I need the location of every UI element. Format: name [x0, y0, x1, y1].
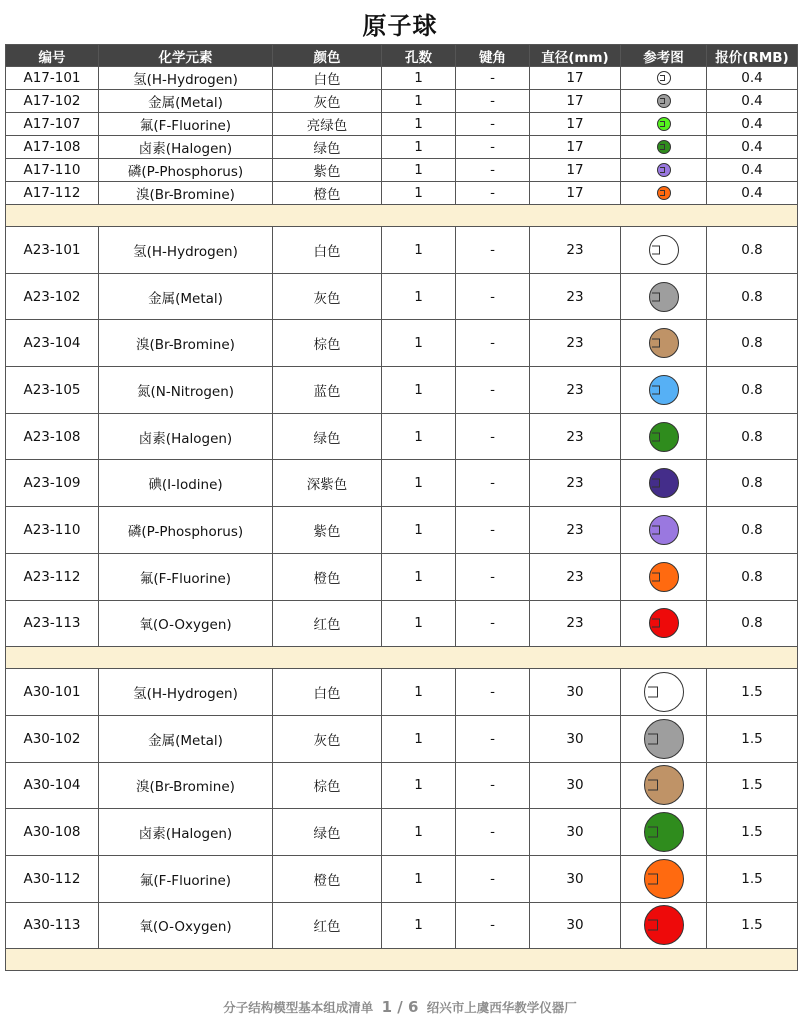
atom-ball-icon [649, 375, 679, 405]
cell-element: 磷(P-Phosphorus) [99, 507, 273, 554]
ball-hole-icon [652, 339, 660, 348]
table-row [6, 159, 798, 182]
cell-code: A23-109 [6, 460, 99, 507]
cell-holes: 1 [382, 273, 456, 320]
cell-diameter: 30 [530, 855, 621, 902]
table-row [6, 90, 798, 113]
table-row [6, 669, 798, 716]
ball-hole-icon [648, 733, 658, 744]
cell-element: 卤素(Halogen) [99, 413, 273, 460]
cell-price: 1.5 [707, 762, 798, 809]
cell-bond-angle: - [456, 227, 530, 274]
cell-price: 0.8 [707, 227, 798, 274]
cell-color-name: 紫色 [273, 507, 382, 554]
cell-color-name: 红色 [273, 600, 382, 647]
cell-color-name: 橙色 [273, 855, 382, 902]
atom-ball-icon [657, 186, 671, 200]
cell-holes: 1 [382, 902, 456, 949]
cell-color-name: 棕色 [273, 762, 382, 809]
cell-holes: 1 [382, 182, 456, 205]
cell-price: 0.4 [707, 90, 798, 113]
cell-bond-angle: - [456, 762, 530, 809]
atom-ball-icon [644, 719, 684, 759]
cell-bond-angle: - [456, 460, 530, 507]
cell-color-name: 橙色 [273, 182, 382, 205]
header-code: 编号 [6, 45, 99, 67]
cell-element: 卤素(Halogen) [99, 809, 273, 856]
cell-diameter: 30 [530, 809, 621, 856]
table-row [6, 507, 798, 554]
ball-hole-icon [652, 479, 660, 488]
cell-bond-angle: - [456, 902, 530, 949]
ball-hole-icon [648, 687, 658, 698]
cell-code: A30-104 [6, 762, 99, 809]
cell-reference-image [621, 159, 707, 182]
cell-element: 氧(O-Oxygen) [99, 600, 273, 647]
table-row [6, 902, 798, 949]
cell-bond-angle: - [456, 715, 530, 762]
cell-reference-image [621, 600, 707, 647]
cell-holes: 1 [382, 90, 456, 113]
cell-element: 氮(N-Nitrogen) [99, 367, 273, 414]
table-row [6, 460, 798, 507]
cell-code: A23-105 [6, 367, 99, 414]
cell-element: 氢(H-Hydrogen) [99, 67, 273, 90]
cell-diameter: 17 [530, 113, 621, 136]
cell-element: 磷(P-Phosphorus) [99, 159, 273, 182]
ball-hole-icon [652, 572, 660, 581]
cell-element: 氟(F-Fluorine) [99, 855, 273, 902]
cell-color-name: 白色 [273, 67, 382, 90]
ball-hole-icon [660, 144, 665, 150]
footer-manufacturer: 绍兴市上虞西华教学仪器厂 [426, 1000, 577, 1015]
cell-code: A17-112 [6, 182, 99, 205]
cell-bond-angle: - [456, 320, 530, 367]
cell-color-name: 橙色 [273, 553, 382, 600]
atom-ball-table [5, 44, 798, 971]
cell-code: A23-102 [6, 273, 99, 320]
atom-ball-icon [649, 608, 679, 638]
cell-reference-image [621, 413, 707, 460]
group-separator-row [6, 647, 798, 669]
table-row [6, 600, 798, 647]
cell-price: 0.8 [707, 367, 798, 414]
ball-hole-icon [660, 75, 665, 81]
atom-ball-icon [649, 422, 679, 452]
table-header-row [6, 45, 798, 67]
cell-code: A23-112 [6, 553, 99, 600]
cell-element: 氢(H-Hydrogen) [99, 227, 273, 274]
table-row [6, 855, 798, 902]
ball-hole-icon [652, 619, 660, 628]
cell-holes: 1 [382, 553, 456, 600]
cell-reference-image [621, 507, 707, 554]
cell-price: 1.5 [707, 715, 798, 762]
cell-price: 1.5 [707, 669, 798, 716]
cell-price: 1.5 [707, 855, 798, 902]
atom-ball-icon [644, 905, 684, 945]
cell-price: 0.4 [707, 67, 798, 90]
cell-code: A17-107 [6, 113, 99, 136]
cell-color-name: 白色 [273, 227, 382, 274]
ball-hole-icon [652, 525, 660, 534]
cell-code: A30-112 [6, 855, 99, 902]
cell-color-name: 绿色 [273, 136, 382, 159]
cell-code: A23-108 [6, 413, 99, 460]
atom-ball-icon [649, 282, 679, 312]
cell-price: 0.8 [707, 600, 798, 647]
cell-bond-angle: - [456, 553, 530, 600]
table-body [6, 67, 798, 971]
cell-color-name: 白色 [273, 669, 382, 716]
cell-element: 卤素(Halogen) [99, 136, 273, 159]
cell-diameter: 30 [530, 902, 621, 949]
table-row [6, 762, 798, 809]
cell-price: 0.4 [707, 113, 798, 136]
cell-bond-angle: - [456, 413, 530, 460]
header-holes: 孔数 [382, 45, 456, 67]
cell-reference-image [621, 553, 707, 600]
group-separator-row [6, 205, 798, 227]
cell-diameter: 23 [530, 600, 621, 647]
cell-holes: 1 [382, 507, 456, 554]
cell-holes: 1 [382, 67, 456, 90]
atom-ball-icon [644, 672, 684, 712]
cell-bond-angle: - [456, 136, 530, 159]
cell-reference-image [621, 669, 707, 716]
cell-holes: 1 [382, 762, 456, 809]
cell-holes: 1 [382, 413, 456, 460]
cell-diameter: 17 [530, 90, 621, 113]
ball-hole-icon [648, 920, 658, 931]
header-bond-angle: 键角 [456, 45, 530, 67]
cell-element: 氧(O-Oxygen) [99, 902, 273, 949]
cell-holes: 1 [382, 600, 456, 647]
cell-code: A30-113 [6, 902, 99, 949]
cell-reference-image [621, 809, 707, 856]
cell-element: 碘(I-Iodine) [99, 460, 273, 507]
cell-price: 0.8 [707, 460, 798, 507]
cell-diameter: 17 [530, 159, 621, 182]
cell-reference-image [621, 136, 707, 159]
cell-code: A17-102 [6, 90, 99, 113]
cell-reference-image [621, 367, 707, 414]
atom-ball-icon [657, 117, 671, 131]
cell-code: A30-101 [6, 669, 99, 716]
table-row [6, 320, 798, 367]
cell-reference-image [621, 67, 707, 90]
cell-diameter: 30 [530, 669, 621, 716]
cell-color-name: 紫色 [273, 159, 382, 182]
cell-element: 溴(Br-Bromine) [99, 182, 273, 205]
ball-hole-icon [648, 873, 658, 884]
cell-price: 1.5 [707, 809, 798, 856]
cell-reference-image [621, 320, 707, 367]
cell-diameter: 30 [530, 715, 621, 762]
table-row [6, 113, 798, 136]
atom-ball-icon [649, 235, 679, 265]
footer-page-number: 1 / 6 [381, 998, 419, 1016]
cell-price: 0.8 [707, 507, 798, 554]
cell-code: A30-108 [6, 809, 99, 856]
cell-diameter: 17 [530, 67, 621, 90]
cell-reference-image [621, 227, 707, 274]
cell-element: 金属(Metal) [99, 90, 273, 113]
ball-hole-icon [652, 245, 660, 254]
atom-ball-icon [657, 94, 671, 108]
cell-reference-image [621, 273, 707, 320]
cell-code: A17-101 [6, 67, 99, 90]
header-element: 化学元素 [99, 45, 273, 67]
table-row [6, 227, 798, 274]
separator-cell [6, 647, 798, 669]
cell-diameter: 23 [530, 413, 621, 460]
cell-reference-image [621, 182, 707, 205]
cell-bond-angle: - [456, 507, 530, 554]
cell-holes: 1 [382, 159, 456, 182]
cell-diameter: 23 [530, 460, 621, 507]
cell-holes: 1 [382, 113, 456, 136]
cell-reference-image [621, 715, 707, 762]
cell-price: 0.8 [707, 320, 798, 367]
ball-hole-icon [660, 98, 665, 104]
cell-reference-image [621, 762, 707, 809]
cell-color-name: 红色 [273, 902, 382, 949]
ball-hole-icon [660, 190, 665, 196]
cell-holes: 1 [382, 669, 456, 716]
cell-price: 0.4 [707, 136, 798, 159]
header-reference-image: 参考图 [621, 45, 707, 67]
atom-ball-icon [657, 140, 671, 154]
cell-diameter: 17 [530, 136, 621, 159]
cell-color-name: 灰色 [273, 715, 382, 762]
cell-bond-angle: - [456, 367, 530, 414]
cell-price: 0.4 [707, 182, 798, 205]
cell-holes: 1 [382, 136, 456, 159]
atom-ball-icon [644, 859, 684, 899]
header-price: 报价(RMB) [707, 45, 798, 67]
cell-reference-image [621, 90, 707, 113]
cell-element: 溴(Br-Bromine) [99, 320, 273, 367]
cell-color-name: 绿色 [273, 809, 382, 856]
page-title: 原子球 [362, 12, 438, 40]
cell-color-name: 棕色 [273, 320, 382, 367]
atom-ball-icon [649, 328, 679, 358]
cell-code: A23-101 [6, 227, 99, 274]
cell-code: A23-104 [6, 320, 99, 367]
cell-element: 氟(F-Fluorine) [99, 553, 273, 600]
table-row [6, 67, 798, 90]
table-row [6, 273, 798, 320]
cell-code: A30-102 [6, 715, 99, 762]
cell-diameter: 23 [530, 367, 621, 414]
cell-diameter: 30 [530, 762, 621, 809]
atom-ball-icon [649, 515, 679, 545]
group-separator-row [6, 949, 798, 971]
cell-color-name: 灰色 [273, 273, 382, 320]
cell-bond-angle: - [456, 669, 530, 716]
table-row [6, 182, 798, 205]
cell-holes: 1 [382, 227, 456, 274]
table-row [6, 367, 798, 414]
cell-element: 氟(F-Fluorine) [99, 113, 273, 136]
cell-code: A17-110 [6, 159, 99, 182]
cell-price: 0.8 [707, 273, 798, 320]
cell-element: 氢(H-Hydrogen) [99, 669, 273, 716]
cell-bond-angle: - [456, 273, 530, 320]
ball-hole-icon [660, 121, 665, 127]
header-color: 颜色 [273, 45, 382, 67]
table-row [6, 553, 798, 600]
cell-color-name: 亮绿色 [273, 113, 382, 136]
cell-holes: 1 [382, 320, 456, 367]
atom-ball-icon [644, 812, 684, 852]
cell-color-name: 绿色 [273, 413, 382, 460]
cell-bond-angle: - [456, 855, 530, 902]
cell-diameter: 23 [530, 553, 621, 600]
cell-price: 0.8 [707, 553, 798, 600]
table-row [6, 413, 798, 460]
cell-bond-angle: - [456, 113, 530, 136]
ball-hole-icon [648, 780, 658, 791]
cell-holes: 1 [382, 460, 456, 507]
cell-color-name: 深紫色 [273, 460, 382, 507]
footer [0, 998, 800, 1016]
cell-diameter: 17 [530, 182, 621, 205]
cell-code: A17-108 [6, 136, 99, 159]
atom-ball-icon [657, 163, 671, 177]
cell-element: 溴(Br-Bromine) [99, 762, 273, 809]
cell-bond-angle: - [456, 182, 530, 205]
cell-bond-angle: - [456, 809, 530, 856]
header-diameter: 直径(mm) [530, 45, 621, 67]
cell-bond-angle: - [456, 159, 530, 182]
cell-reference-image [621, 460, 707, 507]
cell-holes: 1 [382, 809, 456, 856]
cell-color-name: 灰色 [273, 90, 382, 113]
cell-holes: 1 [382, 855, 456, 902]
cell-code: A23-110 [6, 507, 99, 554]
cell-bond-angle: - [456, 600, 530, 647]
cell-holes: 1 [382, 715, 456, 762]
cell-diameter: 23 [530, 227, 621, 274]
ball-hole-icon [652, 385, 660, 394]
cell-reference-image [621, 902, 707, 949]
cell-bond-angle: - [456, 67, 530, 90]
table-row [6, 136, 798, 159]
cell-diameter: 23 [530, 273, 621, 320]
cell-reference-image [621, 855, 707, 902]
cell-price: 0.8 [707, 413, 798, 460]
table-row [6, 715, 798, 762]
ball-hole-icon [660, 167, 665, 173]
cell-holes: 1 [382, 367, 456, 414]
cell-color-name: 蓝色 [273, 367, 382, 414]
cell-diameter: 23 [530, 320, 621, 367]
cell-diameter: 23 [530, 507, 621, 554]
separator-cell [6, 949, 798, 971]
cell-price: 1.5 [707, 902, 798, 949]
cell-code: A23-113 [6, 600, 99, 647]
atom-ball-icon [644, 765, 684, 805]
atom-ball-icon [649, 562, 679, 592]
footer-document-title: 分子结构模型基本组成清单 [223, 1000, 374, 1015]
ball-hole-icon [652, 432, 660, 441]
cell-price: 0.4 [707, 159, 798, 182]
cell-element: 金属(Metal) [99, 715, 273, 762]
table-row [6, 809, 798, 856]
atom-ball-icon [649, 468, 679, 498]
cell-reference-image [621, 113, 707, 136]
cell-bond-angle: - [456, 90, 530, 113]
cell-element: 金属(Metal) [99, 273, 273, 320]
separator-cell [6, 205, 798, 227]
ball-hole-icon [648, 827, 658, 838]
atom-ball-icon [657, 71, 671, 85]
ball-hole-icon [652, 292, 660, 301]
